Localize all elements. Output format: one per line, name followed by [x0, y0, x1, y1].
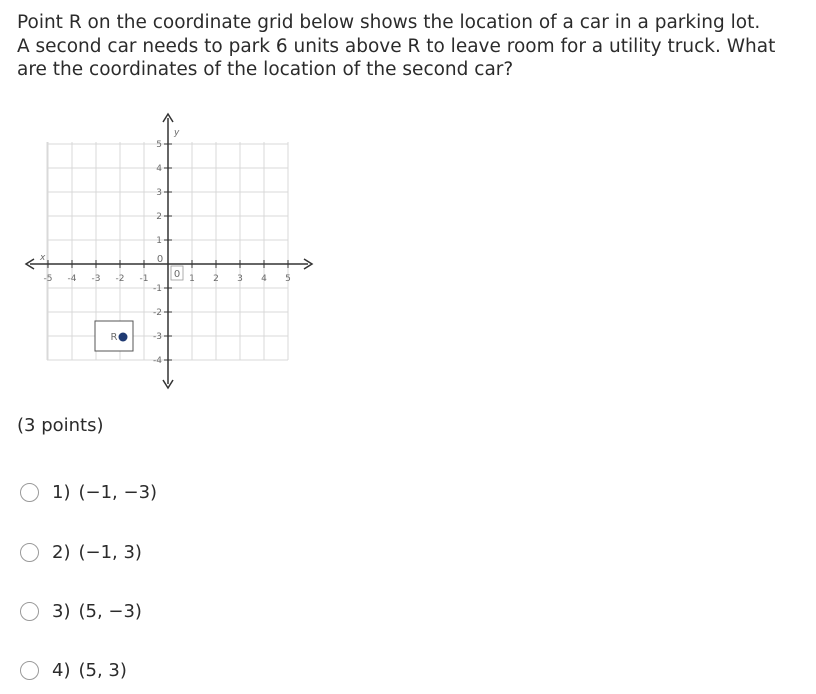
x-tick-label: -5: [43, 274, 53, 284]
x-tick-label: 5: [285, 274, 291, 284]
question-text: Point R on the coordinate grid below shows the location of a car in a parking lot. A second car needs to park 6 units above R to leave room for a utility truck. What are the coordinates of the location of the second car?: [17, 12, 776, 80]
choice-4[interactable]: [20, 655, 127, 685]
y-tick-label: -3: [153, 332, 162, 342]
y-tick-label: 3: [156, 188, 162, 198]
choice-1-radio[interactable]: [20, 483, 39, 502]
y-tick-label: 1: [156, 236, 162, 246]
choice-2-number: 2): [52, 541, 71, 563]
choice-3-number: 3): [52, 600, 71, 622]
x-tick-label: -1: [139, 274, 149, 284]
x-tick-label: 2: [213, 274, 219, 284]
choice-2-text: (−1, 3): [78, 541, 142, 563]
x-tick-label: 3: [237, 274, 243, 284]
y-tick-label: -2: [153, 308, 162, 318]
y-axis-label: y: [174, 128, 180, 138]
origin-label-lower: 0: [173, 269, 181, 280]
x-tick-label: -2: [115, 274, 125, 284]
choice-4-text: (5, 3): [78, 659, 127, 681]
x-tick-label: -3: [91, 274, 101, 284]
points-value: (3 points): [17, 415, 104, 436]
choice-2[interactable]: [20, 537, 142, 567]
x-tick-label: 1: [189, 274, 195, 284]
choice-4-radio[interactable]: [20, 661, 39, 680]
point-r-marker: [119, 333, 128, 342]
point-r-label: R: [110, 332, 118, 343]
y-tick-label: 5: [156, 140, 162, 150]
x-axis-label: x: [40, 253, 46, 263]
y-tick-label: -4: [153, 356, 162, 366]
x-tick-label: 4: [261, 274, 267, 284]
axes: [26, 114, 312, 388]
axis-ticks: [44, 140, 291, 366]
choice-3[interactable]: [20, 596, 142, 626]
y-tick-label: -1: [153, 284, 162, 294]
choice-2-radio[interactable]: [20, 543, 39, 562]
choice-1-number: 1): [52, 481, 71, 503]
origin-label-upper: 0: [156, 254, 164, 265]
choice-3-text: (5, −3): [78, 600, 142, 622]
y-tick-label: 2: [156, 212, 162, 222]
choice-1[interactable]: [20, 477, 157, 507]
x-tick-label: -4: [67, 274, 77, 284]
y-tick-label: 4: [156, 164, 162, 174]
choice-3-radio[interactable]: [20, 602, 39, 621]
choice-1-text: (−1, −3): [78, 481, 158, 503]
choice-4-number: 4): [52, 659, 71, 681]
